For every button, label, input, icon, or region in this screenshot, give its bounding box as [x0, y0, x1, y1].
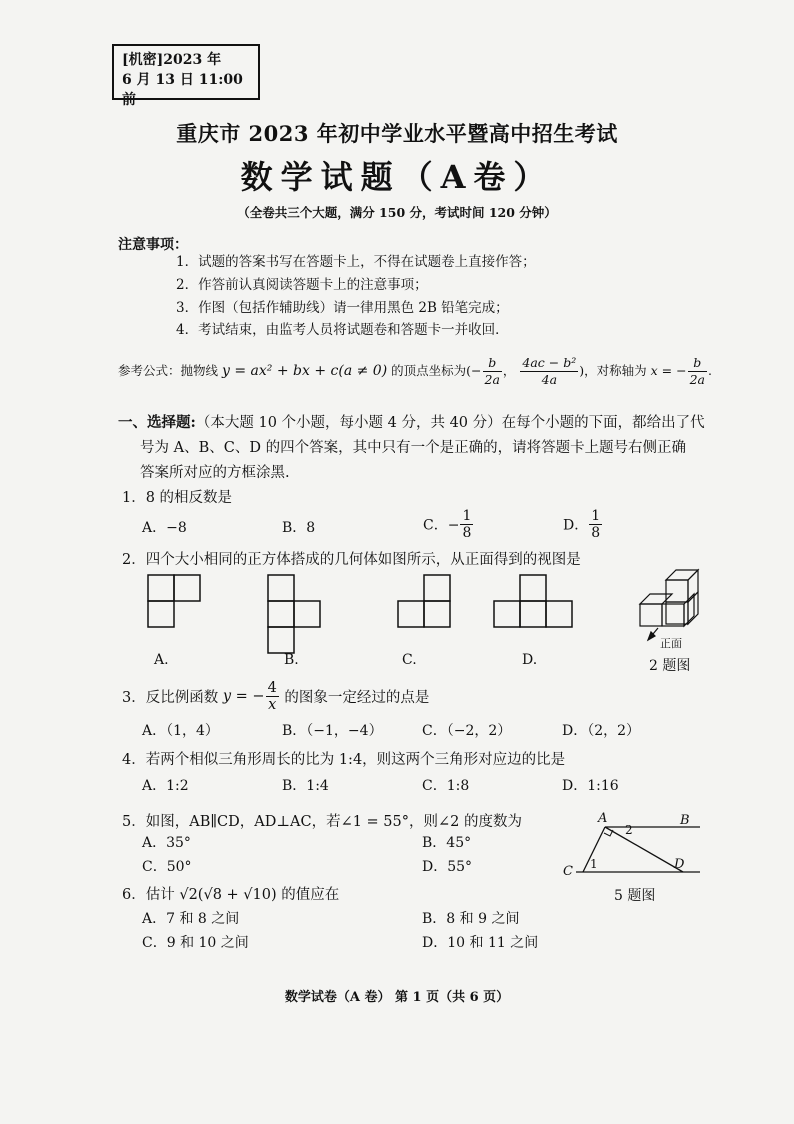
reference-formula: 参考公式：抛物线 y = ax² + bx + c(a ≠ 0) 的顶点坐标为(− $\frac{b}{2a}$ ， $\frac{\text{4ac − b²}}{4a}$ )，对称轴为 x = − $\frac{b}{2a}$ .: [118, 355, 712, 387]
option-a: A．−8: [142, 520, 187, 536]
option-c: C.: [402, 652, 417, 668]
figure-5-label: 5 题图: [614, 888, 656, 904]
notice-item: 2．作答前认真阅读答题卡上的注意事项；: [176, 277, 428, 293]
confidential-line-1: [机密]2023 年: [122, 52, 222, 68]
option-b: B.: [284, 652, 299, 668]
option-d: D．10 和 11 之间: [422, 935, 539, 951]
option-b: B．45°: [422, 835, 472, 851]
question-1: 1．8 的相反数是: [122, 490, 233, 506]
option-b: B．8: [282, 520, 316, 536]
point-a-label: A: [598, 811, 608, 826]
paper-title: 数学试题（A卷）: [240, 158, 554, 196]
formula-vertex-text: 的顶点坐标为(−: [391, 363, 482, 378]
option-a: A．7 和 8 之间: [142, 911, 240, 927]
question-4: 4．若两个相似三角形周长的比为 1:4，则这两个三角形对应边的比是: [122, 752, 566, 768]
front-label: 正面: [660, 637, 682, 650]
figure-2-label: 2 题图: [649, 658, 691, 674]
formula-axis-eq: x = −: [650, 363, 687, 378]
option-c: C．（−2，2）: [422, 723, 512, 739]
option-d: D.: [522, 652, 538, 668]
fraction: $\frac{b}{2a}$: [484, 355, 500, 387]
option-a: A.: [154, 652, 169, 668]
point-b-label: B: [680, 813, 690, 828]
option-c: C．1:8: [422, 778, 470, 794]
option-a: A．（1，4）: [142, 723, 219, 739]
fraction: $\frac{1}{8}$: [462, 508, 472, 541]
angle-1-label: 1: [590, 857, 598, 871]
question-5: 5．如图，AB∥CD，AD⊥AC，若∠1 = 55°，则∠2 的度数为: [122, 814, 522, 830]
option-b: B．8 和 9 之间: [422, 911, 520, 927]
angle-2-label: 2: [625, 823, 633, 837]
page-footer: 数学试卷（A 卷） 第 1 页（共 6 页）: [284, 990, 510, 1005]
notice-heading: 注意事项：: [118, 237, 188, 253]
section-1-instructions: 一、选择题:（本大题 10 个小题，每小题 4 分，共 40 分）在每个小题的下面，都给出了代 号为 A、B、C、D 的四个答案，其中只有一个是正确的，请将答题卡上题号右侧正确 答案所对应的方框涂黑.: [118, 414, 705, 481]
fraction: $\frac{b}{2a}$: [689, 355, 705, 387]
notice-item: 4．考试结束，由监考人员将试题卷和答题卡一并收回．: [176, 322, 509, 338]
exam-title: 重庆市 2023 年初中学业水平暨高中招生考试: [176, 121, 618, 146]
formula-axis-text: )，对称轴为: [579, 363, 647, 378]
point-d-label: D: [674, 857, 685, 872]
option-b: B．1:4: [282, 778, 329, 794]
option-b: B．（−1，−4）: [282, 723, 383, 739]
option-c: C．9 和 10 之间: [142, 935, 249, 951]
exam-info: （全卷共三个大题，满分 150 分，考试时间 120 分钟）: [237, 205, 557, 220]
question-2: 2．四个大小相同的正方体搭成的几何体如图所示，从正面得到的视图是: [122, 552, 581, 568]
option-a: A．35°: [142, 835, 191, 851]
fraction: $\frac{1}{8}$: [591, 508, 601, 541]
option-d: D．1:16: [562, 778, 619, 794]
segment-ad: [605, 827, 683, 872]
notice-item: 1．试题的答案书写在答题卡上，不得在试题卷上直接作答；: [176, 254, 536, 270]
fraction: $\frac{4}{x}$: [267, 680, 277, 713]
option-d: D．55°: [422, 859, 473, 875]
section-label: 一、选择题:: [118, 414, 196, 431]
option-a: A．1:2: [142, 778, 189, 794]
option-d: D． $\frac{1}{8}$: [563, 508, 601, 541]
notice-item: 3．作图（包括作辅助线）请一律用黑色 2B 铅笔完成；: [176, 300, 509, 316]
option-d: D．（2，2）: [562, 723, 641, 739]
question-6: 6．估计 √2(√8 + √10) 的值应在: [122, 887, 340, 903]
confidential-line-2: 6 月 13 日 11:00 前: [122, 72, 243, 108]
option-c: C．50°: [142, 859, 192, 875]
question-3: 3．反比例函数 y = − $\frac{4}{x}$ 的图象一定经过的点是: [122, 680, 430, 713]
point-c-label: C: [563, 864, 573, 879]
option-c: C．− $\frac{1}{8}$: [423, 508, 472, 541]
formula-equation: y = ax² + bx + c(a ≠ 0): [222, 363, 388, 379]
formula-lead: 参考公式：抛物线: [118, 363, 219, 378]
fraction: $\frac{\text{4ac − b²}}{4a}$: [522, 355, 577, 387]
